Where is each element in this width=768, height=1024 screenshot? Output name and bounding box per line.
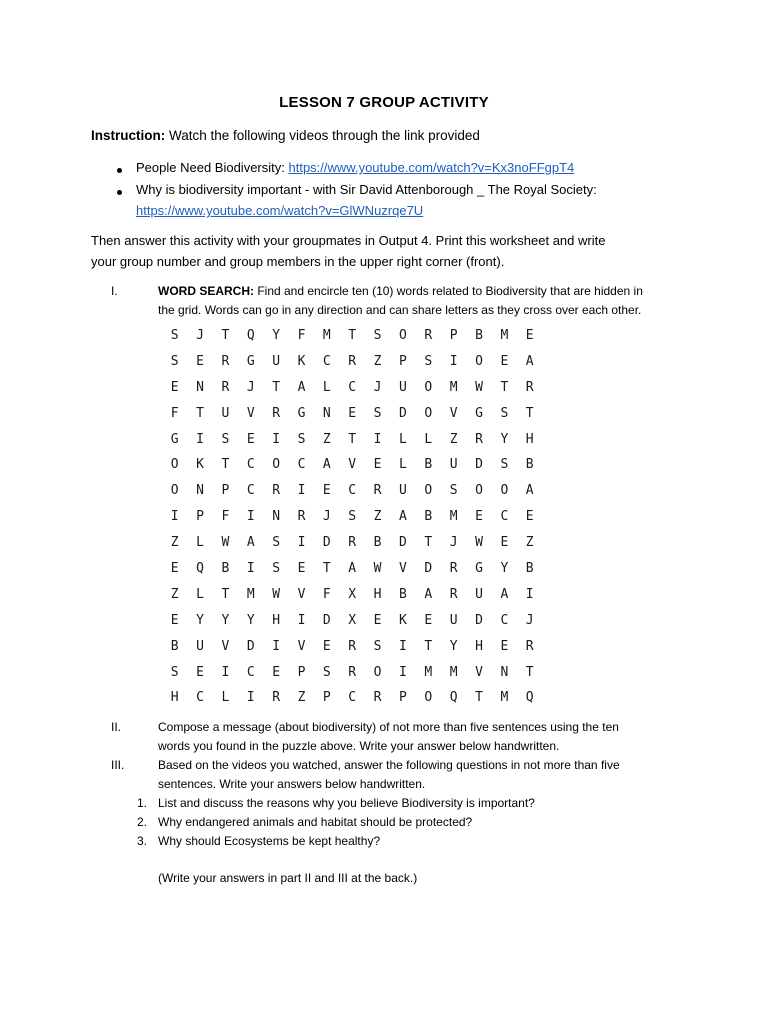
grid-letter: B (424, 509, 433, 525)
grid-letter: B (373, 535, 382, 551)
grid-letter: J (449, 535, 458, 551)
grid-letter: N (322, 405, 331, 421)
grid-letter: M (449, 379, 458, 395)
grid-letter: W (475, 379, 483, 395)
grid-letter: G (475, 405, 483, 421)
grid-letter: C (246, 457, 255, 473)
grid-letter: Z (373, 353, 382, 369)
grid-letter: Y (196, 612, 204, 628)
question-number: 2. (137, 815, 148, 829)
grid-letter: S (170, 328, 179, 343)
grid-letter: I (170, 509, 179, 525)
grid-letter: D (399, 535, 407, 551)
grid-letter: T (196, 405, 204, 421)
grid-letter: W (475, 535, 483, 551)
video-item-1 (136, 160, 574, 175)
grid-letter: P (449, 328, 458, 343)
grid-letter: A (424, 586, 433, 602)
grid-letter: L (196, 535, 204, 551)
grid-letter: I (449, 353, 458, 369)
grid-letter: S (272, 561, 281, 577)
grid-letter: Y (500, 561, 509, 577)
grid-letter: U (221, 405, 230, 421)
grid-letter: R (221, 353, 230, 369)
video-title: People Need Biodiversity: (136, 160, 289, 175)
grid-letter: A (348, 561, 357, 577)
grid-letter: I (297, 612, 306, 628)
question-number: 1. (137, 796, 148, 810)
grid-letter: D (322, 535, 331, 551)
grid-letter: R (449, 561, 458, 577)
grid-letter: R (348, 638, 357, 654)
grid-letter: C (297, 457, 306, 473)
grid-letter: S (373, 638, 382, 654)
grid-letter: D (399, 405, 407, 421)
grid-letter: I (399, 638, 407, 654)
section-numeral: I. (111, 284, 118, 298)
grid-letter: B (525, 457, 534, 473)
grid-letter: T (525, 405, 534, 421)
grid-letter: T (424, 535, 433, 551)
grid-letter: T (500, 379, 509, 395)
grid-letter: H (272, 612, 281, 628)
grid-letter: S (373, 405, 382, 421)
grid-letter: X (348, 586, 357, 602)
intro-line: Then answer this activity with your groupmates in Output 4. Print this worksheet and write (91, 233, 606, 248)
grid-letter: Y (272, 328, 281, 343)
grid-letter: Y (500, 431, 509, 447)
grid-letter: E (525, 509, 534, 525)
grid-letter: F (221, 509, 230, 525)
grid-letter: Z (449, 431, 458, 447)
grid-letter: C (500, 509, 509, 525)
section-numeral: III. (111, 758, 125, 772)
grid-letter: U (272, 353, 281, 369)
section-numeral: II. (111, 720, 122, 734)
grid-letter: R (424, 328, 433, 343)
grid-letter: B (424, 457, 433, 473)
grid-letter: R (475, 431, 483, 447)
grid-letter: C (196, 690, 204, 706)
grid-letter: O (272, 457, 281, 473)
grid-letter: M (449, 509, 458, 525)
grid-letter: O (424, 379, 433, 395)
grid-letter: I (297, 535, 306, 551)
grid-letter: R (221, 379, 230, 395)
grid-letter: I (272, 431, 281, 447)
grid-letter: T (424, 638, 433, 654)
word-search-grid (162, 323, 542, 711)
compose-text: words you found in the puzzle above. Write your answer below handwritten. (158, 739, 560, 753)
grid-letter: O (424, 405, 433, 421)
grid-letter: E (196, 353, 204, 369)
grid-letter: D (424, 561, 433, 577)
grid-letter: O (475, 353, 483, 369)
grid-letter: Z (373, 509, 382, 525)
grid-letter: T (525, 664, 534, 680)
grid-letter: F (170, 405, 179, 421)
grid-letter: E (424, 612, 433, 628)
grid-letter: W (272, 586, 281, 602)
grid-letter: I (196, 431, 204, 447)
grid-letter: K (196, 457, 204, 473)
grid-letter: H (525, 431, 534, 447)
grid-letter: R (272, 405, 281, 421)
grid-letter: E (525, 328, 534, 343)
grid-letter: E (322, 638, 331, 654)
questions-text: Based on the videos you watched, answer the following questions in not more than five (158, 758, 620, 772)
grid-letter: E (246, 431, 255, 447)
grid-letter: B (475, 328, 483, 343)
grid-letter: U (399, 483, 407, 499)
video-link[interactable]: https://www.youtube.com/watch?v=Kx3noFFgpT4 (288, 160, 575, 175)
grid-letter: Q (525, 690, 534, 706)
grid-letter: T (221, 328, 230, 343)
compose-text: Compose a message (about biodiversity) of not more than five sentences using the ten (158, 720, 619, 734)
grid-letter: E (170, 379, 179, 395)
grid-letter: O (475, 483, 483, 499)
grid-letter: S (449, 483, 458, 499)
questions-text: sentences. Write your answers below handwritten. (158, 777, 426, 791)
grid-letter: S (322, 664, 331, 680)
grid-letter: J (246, 379, 255, 395)
video-title: Why is biodiversity important - with Sir David Attenborough _ The Royal Society: (136, 182, 597, 197)
grid-letter: S (348, 509, 357, 525)
grid-letter: R (272, 483, 281, 499)
grid-letter: R (525, 638, 534, 654)
grid-letter: V (449, 405, 458, 421)
grid-letter: G (297, 405, 306, 421)
grid-letter: L (196, 586, 204, 602)
grid-letter: O (170, 483, 179, 499)
grid-letter: E (500, 638, 509, 654)
grid-letter: S (424, 353, 433, 369)
grid-letter: V (297, 638, 306, 654)
page-title: LESSON 7 GROUP ACTIVITY (279, 94, 489, 111)
grid-letter: R (525, 379, 534, 395)
grid-letter: H (373, 586, 382, 602)
grid-letter: T (221, 457, 230, 473)
grid-letter: L (221, 690, 230, 706)
grid-letter: S (297, 431, 306, 447)
grid-letter: J (373, 379, 382, 395)
grid-letter: I (373, 431, 382, 447)
grid-letter: V (221, 638, 230, 654)
grid-letter: O (424, 483, 433, 499)
grid-letter: L (399, 457, 407, 473)
grid-letter: P (399, 690, 407, 706)
grid-letter: N (196, 483, 204, 499)
grid-letter: O (399, 328, 407, 343)
word-search-instruction (158, 284, 643, 298)
grid-letter: S (170, 664, 179, 680)
grid-letter: D (475, 457, 483, 473)
grid-letter: Y (221, 612, 230, 628)
intro-line: your group number and group members in the upper right corner (front). (91, 254, 505, 269)
grid-letter: E (500, 353, 509, 369)
grid-letter: R (373, 690, 382, 706)
video-link[interactable]: https://www.youtube.com/watch?v=GlWNuzrqe7U (136, 203, 424, 218)
grid-letter: I (246, 561, 255, 577)
grid-letter: U (475, 586, 483, 602)
grid-letter: D (246, 638, 255, 654)
grid-letter: N (272, 509, 281, 525)
grid-letter: E (297, 561, 306, 577)
grid-letter: T (322, 561, 331, 577)
grid-letter: O (373, 664, 382, 680)
grid-letter: A (322, 457, 331, 473)
grid-letter: J (196, 328, 204, 343)
grid-letter: M (500, 690, 509, 706)
grid-letter: E (322, 483, 331, 499)
grid-letter: Z (297, 690, 306, 706)
grid-letter: I (246, 690, 255, 706)
grid-letter: R (449, 586, 458, 602)
grid-letter: O (170, 457, 179, 473)
answer-note: (Write your answers in part II and III at the back.) (158, 871, 418, 885)
grid-letter: W (221, 535, 230, 551)
grid-letter: M (322, 328, 331, 343)
grid-letter: S (500, 405, 509, 421)
question-number: 3. (137, 834, 148, 848)
grid-letter: U (449, 457, 458, 473)
grid-letter: R (348, 664, 357, 680)
grid-letter: R (373, 483, 382, 499)
grid-letter: K (399, 612, 407, 628)
grid-letter: E (500, 535, 509, 551)
grid-letter: N (500, 664, 509, 680)
instruction-text: Watch the following videos through the link provided (165, 128, 480, 143)
grid-letter: J (525, 612, 534, 628)
grid-letter: Q (196, 561, 204, 577)
word-search-text: the grid. Words can go in any direction and can share letters as they cross over each other. (158, 303, 642, 317)
grid-letter: S (221, 431, 230, 447)
grid-letter: E (272, 664, 281, 680)
grid-letter: S (500, 457, 509, 473)
grid-letter: G (246, 353, 255, 369)
grid-letter: T (348, 328, 357, 343)
grid-letter: B (399, 586, 407, 602)
grid-letter: I (297, 483, 306, 499)
grid-letter: E (373, 612, 382, 628)
grid-letter: H (475, 638, 483, 654)
word-search-label: WORD SEARCH: (158, 284, 254, 298)
grid-letter: T (221, 586, 230, 602)
grid-letter: K (297, 353, 306, 369)
grid-letter: V (297, 586, 306, 602)
grid-letter: S (170, 353, 179, 369)
grid-letter: B (170, 638, 179, 654)
grid-letter: E (170, 612, 179, 628)
grid-letter: G (475, 561, 483, 577)
grid-letter: D (475, 612, 483, 628)
grid-letter: E (348, 405, 357, 421)
grid-letter: B (221, 561, 230, 577)
grid-letter: F (322, 586, 331, 602)
grid-letter: P (221, 483, 230, 499)
grid-letter: B (525, 561, 534, 577)
grid-letter: D (322, 612, 331, 628)
grid-letter: R (272, 690, 281, 706)
question-text: List and discuss the reasons why you believe Biodiversity is important? (158, 796, 535, 810)
grid-letter: H (170, 690, 179, 706)
grid-letter: C (348, 483, 357, 499)
grid-letter: L (399, 431, 407, 447)
grid-letter: I (221, 664, 230, 680)
grid-letter: I (272, 638, 281, 654)
grid-letter: O (424, 690, 433, 706)
grid-letter: Q (449, 690, 458, 706)
grid-letter: C (322, 353, 331, 369)
grid-letter: I (525, 586, 534, 602)
question-text: Why should Ecosystems be kept healthy? (158, 834, 381, 848)
grid-letter: P (322, 690, 331, 706)
grid-letter: E (373, 457, 382, 473)
bullet-icon (117, 183, 127, 201)
grid-letter: P (196, 509, 204, 525)
grid-letter: J (322, 509, 331, 525)
grid-letter: Z (525, 535, 534, 551)
grid-letter: W (373, 561, 382, 577)
grid-letter: A (525, 353, 534, 369)
grid-letter: I (246, 509, 255, 525)
grid-letter: Z (170, 535, 179, 551)
grid-letter: S (272, 535, 281, 551)
grid-letter: T (348, 431, 357, 447)
grid-letter: U (399, 379, 407, 395)
grid-letter: R (348, 353, 357, 369)
grid-letter: N (196, 379, 204, 395)
grid-letter: A (500, 586, 509, 602)
word-search-text: Find and encircle ten (10) words related to Biodiversity that are hidden in (254, 284, 643, 298)
bullet-icon (117, 161, 127, 179)
grid-letter: L (322, 379, 331, 395)
grid-letter: A (399, 509, 407, 525)
question-text: Why endangered animals and habitat should be protected? (158, 815, 473, 829)
grid-letter: A (525, 483, 534, 499)
grid-letter: S (373, 328, 382, 343)
grid-letter: A (297, 379, 306, 395)
grid-letter: G (170, 431, 179, 447)
grid-letter: C (348, 379, 357, 395)
grid-letter: M (500, 328, 509, 343)
grid-letter: C (348, 690, 357, 706)
grid-letter: M (246, 586, 255, 602)
grid-letter: M (449, 664, 458, 680)
grid-letter: Y (449, 638, 458, 654)
grid-letter: T (272, 379, 281, 395)
grid-letter: C (246, 483, 255, 499)
grid-letter: C (500, 612, 509, 628)
grid-letter: C (246, 664, 255, 680)
grid-letter: R (348, 535, 357, 551)
grid-letter: Z (322, 431, 331, 447)
grid-letter: V (246, 405, 255, 421)
instruction-label: Instruction: (91, 128, 166, 143)
grid-letter: R (297, 509, 306, 525)
grid-letter: E (475, 509, 483, 525)
grid-letter: Y (246, 612, 255, 628)
instruction-line (91, 128, 480, 143)
grid-letter: Z (170, 586, 179, 602)
grid-letter: I (399, 664, 407, 680)
grid-letter: F (297, 328, 306, 343)
grid-letter: X (348, 612, 357, 628)
grid-letter: E (196, 664, 204, 680)
grid-letter: M (424, 664, 433, 680)
grid-letter: U (449, 612, 458, 628)
grid-letter: E (170, 561, 179, 577)
grid-letter: U (196, 638, 204, 654)
grid-letter: V (399, 561, 407, 577)
grid-letter: P (399, 353, 407, 369)
grid-letter: O (500, 483, 509, 499)
grid-letter: V (475, 664, 483, 680)
grid-letter: A (246, 535, 255, 551)
grid-letter: P (297, 664, 306, 680)
grid-letter: L (424, 431, 433, 447)
grid-letter: Q (246, 328, 255, 343)
grid-letter: T (475, 690, 483, 706)
grid-letter: V (348, 457, 357, 473)
